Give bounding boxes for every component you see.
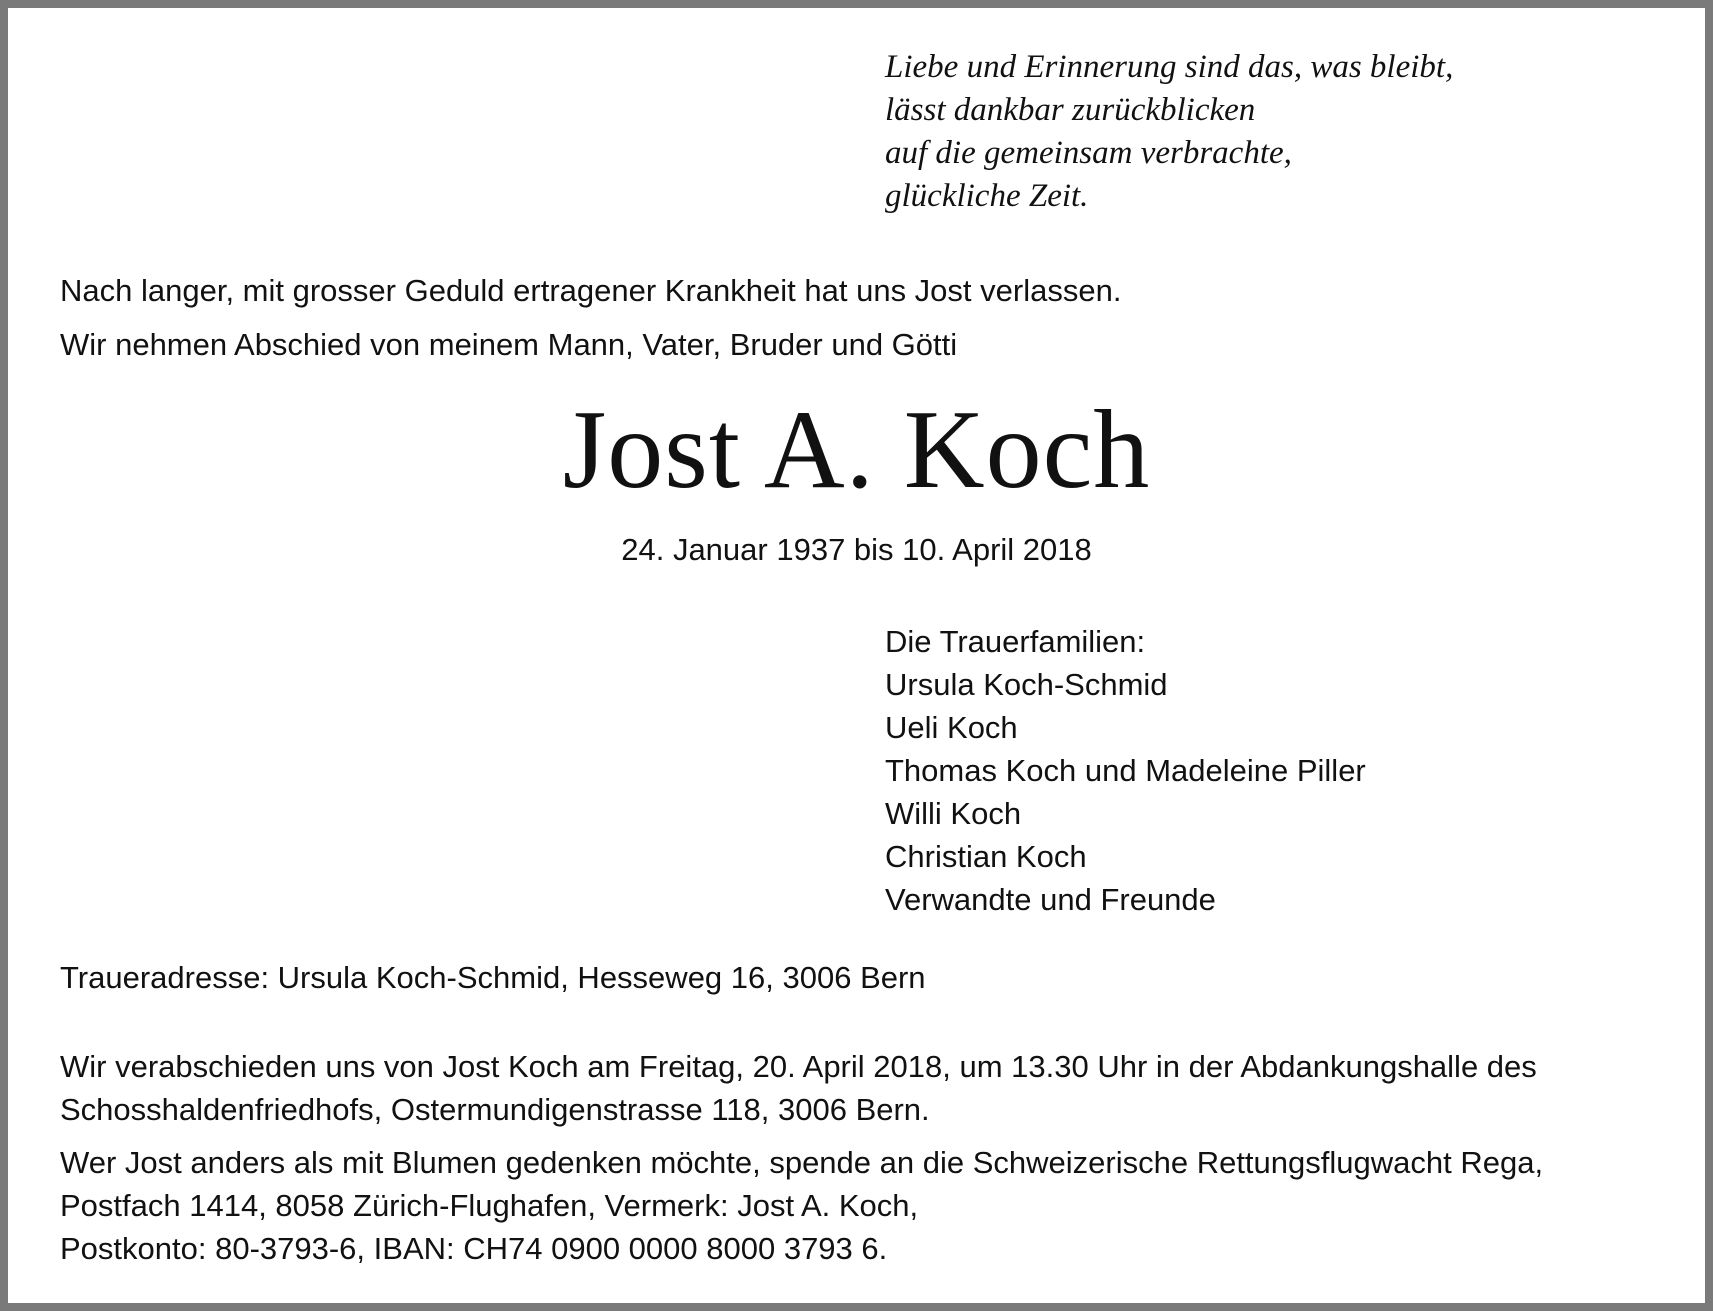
deceased-name: Jost A. Koch (562, 388, 1151, 512)
intro-line: Nach langer, mit grosser Geduld ertragener Krankheit hat uns Jost verlassen. (60, 273, 1122, 308)
family-member: Christian Koch (885, 839, 1087, 874)
family-heading: Die Trauerfamilien: (885, 624, 1146, 659)
family-member: Ursula Koch-Schmid (885, 667, 1168, 702)
family-member: Thomas Koch und Madeleine Piller (885, 753, 1366, 788)
obituary-notice (8, 8, 1705, 1303)
family-member: Ueli Koch (885, 710, 1018, 745)
intro-text (60, 264, 1121, 372)
life-dates: 24. Januar 1937 bis 10. April 2018 (621, 532, 1092, 567)
poem-line: Liebe und Erinnerung sind das, was bleibt, (885, 49, 1454, 85)
family-member: Willi Koch (885, 796, 1022, 831)
donation-line: Postkonto: 80-3793-6, IBAN: CH74 0900 0000 8000 3793 6. (60, 1231, 888, 1266)
farewell-line: Schosshaldenfriedhofs, Ostermundigenstrasse 118, 3006 Bern. (60, 1092, 930, 1127)
intro-line: Wir nehmen Abschied von meinem Mann, Vater, Bruder und Götti (60, 327, 958, 362)
mourning-address: Traueradresse: Ursula Koch-Schmid, Hesseweg 16, 3006 Bern (60, 960, 926, 995)
farewell-line: Wir verabschieden uns von Jost Koch am Freitag, 20. April 2018, um 13.30 Uhr in der Abdankungshalle des (60, 1049, 1537, 1084)
family-member: Verwandte und Freunde (885, 882, 1216, 917)
poem-line: lässt dankbar zurückblicken (885, 92, 1256, 128)
donation-line: Wer Jost anders als mit Blumen gedenken möchte, spende an die Schweizerische Rettungsflugwacht Rega, (60, 1145, 1544, 1180)
poem-line: auf die gemeinsam verbrachte, (885, 135, 1292, 171)
donation-paragraph (60, 1141, 1652, 1270)
donation-line: Postfach 1414, 8058 Zürich-Flughafen, Vermerk: Jost A. Koch, (60, 1188, 919, 1223)
mourning-families (885, 620, 1366, 921)
farewell-paragraph (60, 1045, 1652, 1131)
memorial-poem (885, 46, 1453, 218)
poem-line: glückliche Zeit. (885, 178, 1089, 214)
